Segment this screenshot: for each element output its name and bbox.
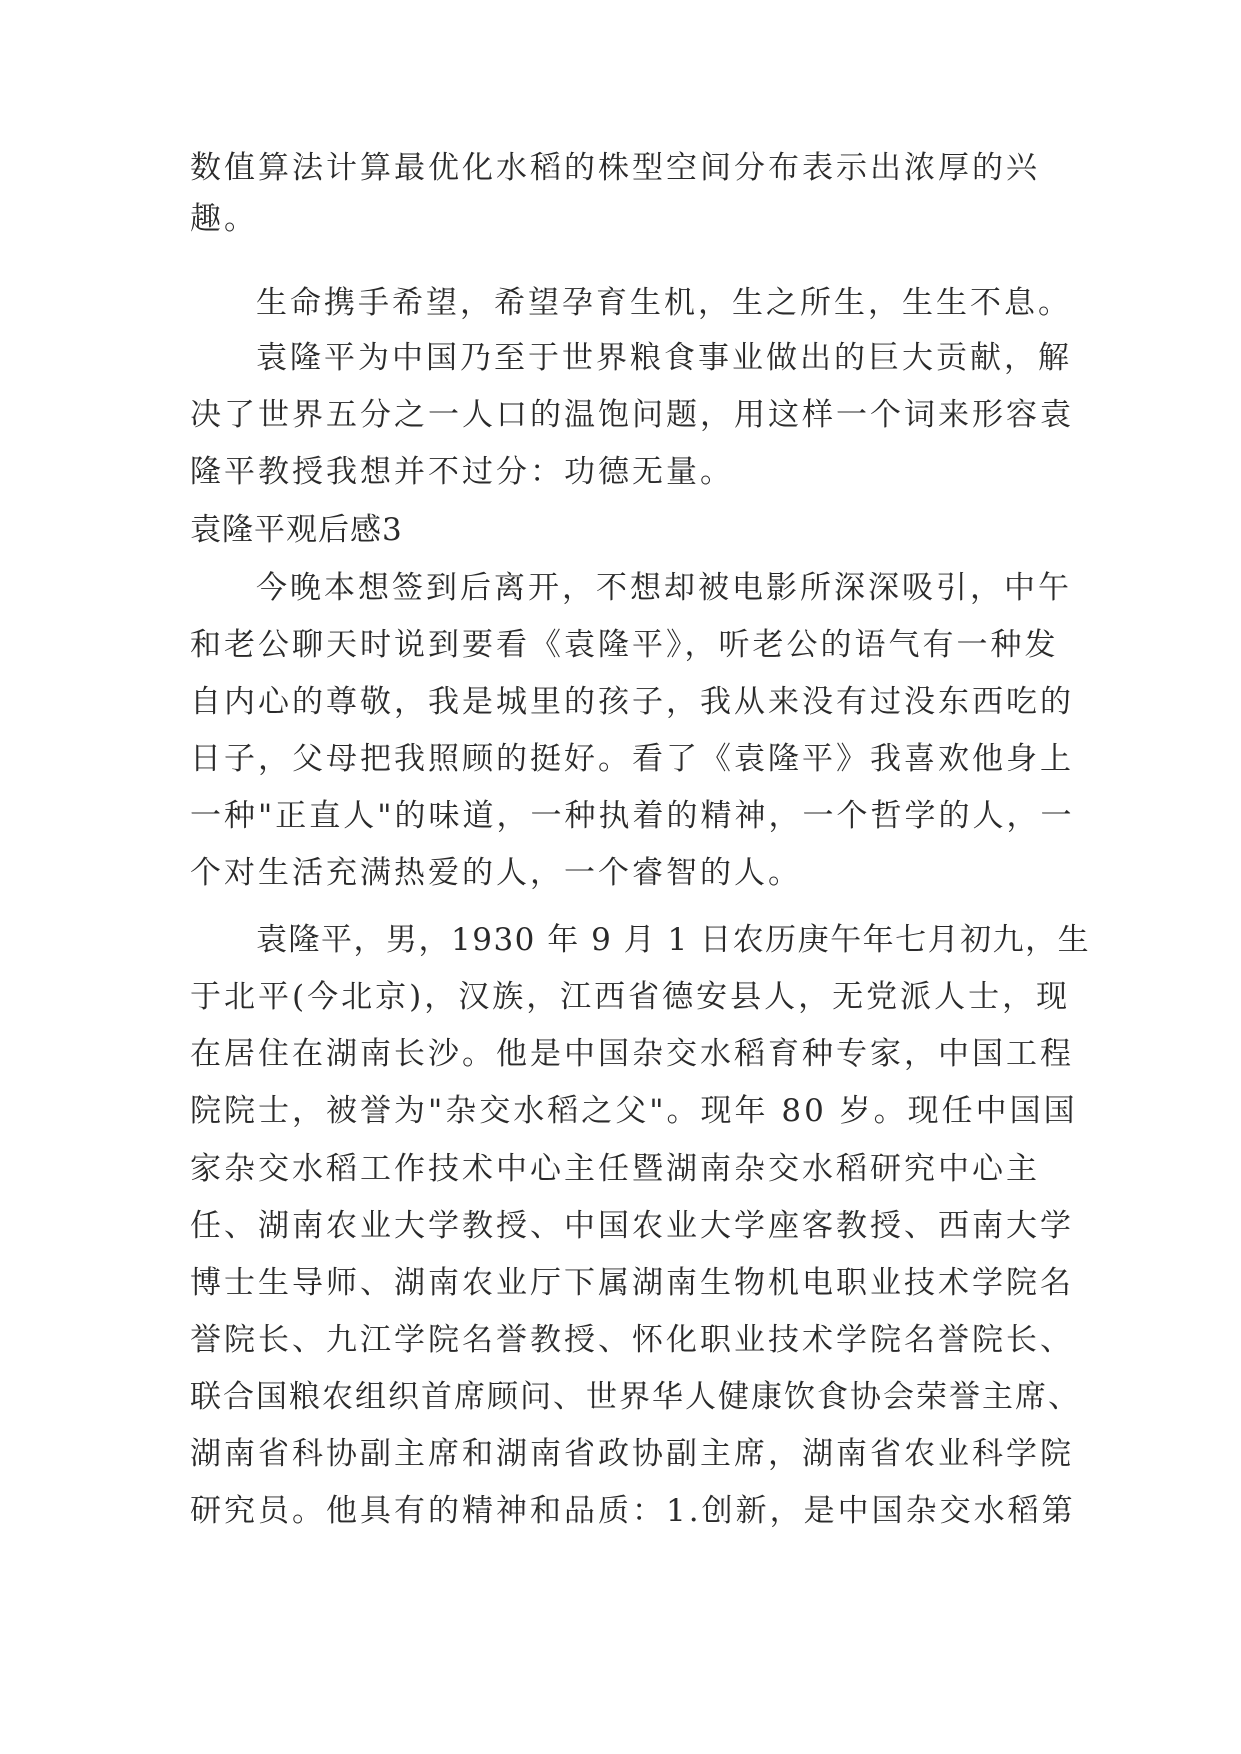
text-line: 院院士，被誉为"杂交水稻之父"。现年 80 岁。现任中国国	[190, 1093, 1078, 1129]
text-line: 趣。	[190, 201, 258, 237]
text-line: 袁隆平，男，1930 年 9 月 1 日农历庚午年七月初九，生	[256, 922, 1091, 958]
text-line: 自内心的尊敬，我是城里的孩子，我从来没有过没东西吃的	[190, 684, 1074, 720]
text-line: 袁隆平为中国乃至于世界粮食事业做出的巨大贡献，解	[256, 340, 1072, 376]
text-line: 隆平教授我想并不过分：功德无量。	[190, 454, 734, 490]
text-line: 决了世界五分之一人口的温饱问题，用这样一个词来形容袁	[190, 397, 1074, 433]
text-line: 家杂交水稻工作技术中心主任暨湖南杂交水稻研究中心主	[190, 1151, 1040, 1187]
text-line: 湖南省科协副主席和湖南省政协副主席，湖南省农业科学院	[190, 1436, 1074, 1472]
text-line: 誉院长、九江学院名誉教授、怀化职业技术学院名誉院长、	[190, 1322, 1074, 1358]
text-line: 于北平(今北京)，汉族，江西省德安县人，无党派人士，现	[190, 979, 1071, 1015]
text-line: 生命携手希望，希望孕育生机，生之所生，生生不息。	[256, 285, 1072, 321]
text-line: 数值算法计算最优化水稻的株型空间分布表示出浓厚的兴	[190, 150, 1040, 186]
text-line: 博士生导师、湖南农业厅下属湖南生物机电职业技术学院名	[190, 1265, 1074, 1301]
text-line: 日子，父母把我照顾的挺好。看了《袁隆平》我喜欢他身上	[190, 741, 1074, 777]
text-line: 在居住在湖南长沙。他是中国杂交水稻育种专家，中国工程	[190, 1036, 1074, 1072]
section-heading: 袁隆平观后感3	[190, 512, 403, 548]
text-line: 研究员。他具有的精神和品质：1.创新，是中国杂交水稻第	[190, 1493, 1076, 1529]
text-line: 今晚本想签到后离开，不想却被电影所深深吸引，中午	[256, 570, 1072, 606]
text-line: 联合国粮农组织首席顾问、世界华人健康饮食协会荣誉主席、	[190, 1379, 1081, 1415]
text-line: 一种"正直人"的味道，一种执着的精神，一个哲学的人，一	[190, 798, 1075, 834]
text-line: 和老公聊天时说到要看《袁隆平》，听老公的语气有一种发	[190, 627, 1059, 663]
text-line: 个对生活充满热爱的人，一个睿智的人。	[190, 855, 802, 891]
text-line: 任、湖南农业大学教授、中国农业大学座客教授、西南大学	[190, 1208, 1074, 1244]
